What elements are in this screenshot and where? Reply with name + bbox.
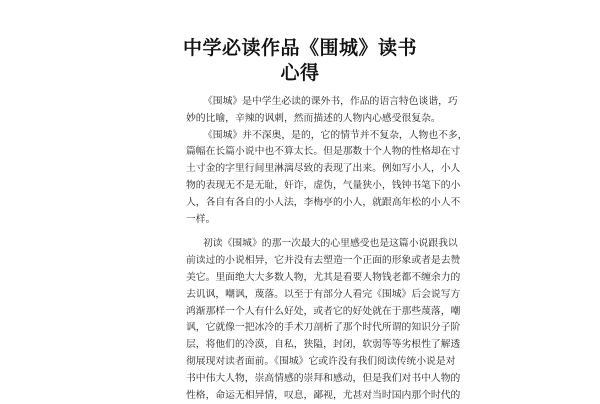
paragraph-line: 物的表现无不是无耻，奸诈，虚伪，气量狭小，钱钟书笔下的小 [186, 179, 461, 191]
paragraph-2 [186, 236, 461, 404]
paragraph-line: 初读《围城》的那一次最大的心里感受也是这篇小说跟我以 [203, 238, 458, 250]
paragraph-line: 鸿渐那样一个人有什么好处，或者它的好处就在于那些蔑落，嘲 [186, 305, 461, 317]
document-body [186, 94, 468, 404]
paragraph-line: 一样。 [186, 213, 216, 225]
paragraph-line: 篇幅在长篇小说中也不算太长。但是那数十个人物的性格却在寸 [186, 146, 461, 158]
paragraph-1 [186, 94, 468, 228]
paragraph-line: 层，将他们的冷漠，自私，狭隘，封闭，软弱等等劣根性了解透 [186, 339, 461, 351]
paragraph-line: 土寸金的字里行间里淋漓尽致的表现了出来。例如写小人，小人 [186, 163, 461, 175]
paragraph-line: 妙的比喻，辛辣的讽刺，然而描述的人物内心感受很复杂。 [186, 112, 441, 124]
paragraph-line: 书中伟大人物，崇高情感的崇拜和感动，但是我们对书中人物的 [186, 372, 461, 384]
paragraph-line: 去讥讽，嘲讽，蔑落。以至于有部分人看完《围城》后会说写方 [186, 288, 461, 300]
document-title-line-2: 心得 [280, 62, 320, 84]
paragraph-line: 前读过的小说相异，它并没有去塑造一个正面的形象或者是去赞 [186, 255, 461, 267]
paragraph-line: 《围城》并不深奥，是的，它的情节并不复杂，人物也不多， [203, 129, 468, 141]
paragraph-line: 彻展现对读者面前。《围城》它或许没有我们阅读传统小说是对 [186, 355, 456, 367]
paragraph-line: 《围城》是中学生必读的课外书，作品的语言特色谈谐，巧 [203, 96, 458, 107]
paragraph-line: 美它。里面绝大大多数人物，尤其是看要人物钱老都不缠余力的 [186, 271, 461, 283]
paragraph-spacer [186, 228, 418, 236]
paragraph-line: 人，各自有各自的小人法，李梅亭的小人，就跟高年松的小人不 [186, 196, 461, 208]
paragraph-line: 性格，命运无相异情，叹息，鄙视，尤甚对当时国内那个时代的 [186, 389, 461, 401]
paragraph-line: 讽，它就像一把冰冷的手术刀剖析了那个时代所谓的知识分子阶 [186, 322, 461, 334]
document-title-line-1: 中学必读作品《围城》读书 [182, 37, 417, 59]
